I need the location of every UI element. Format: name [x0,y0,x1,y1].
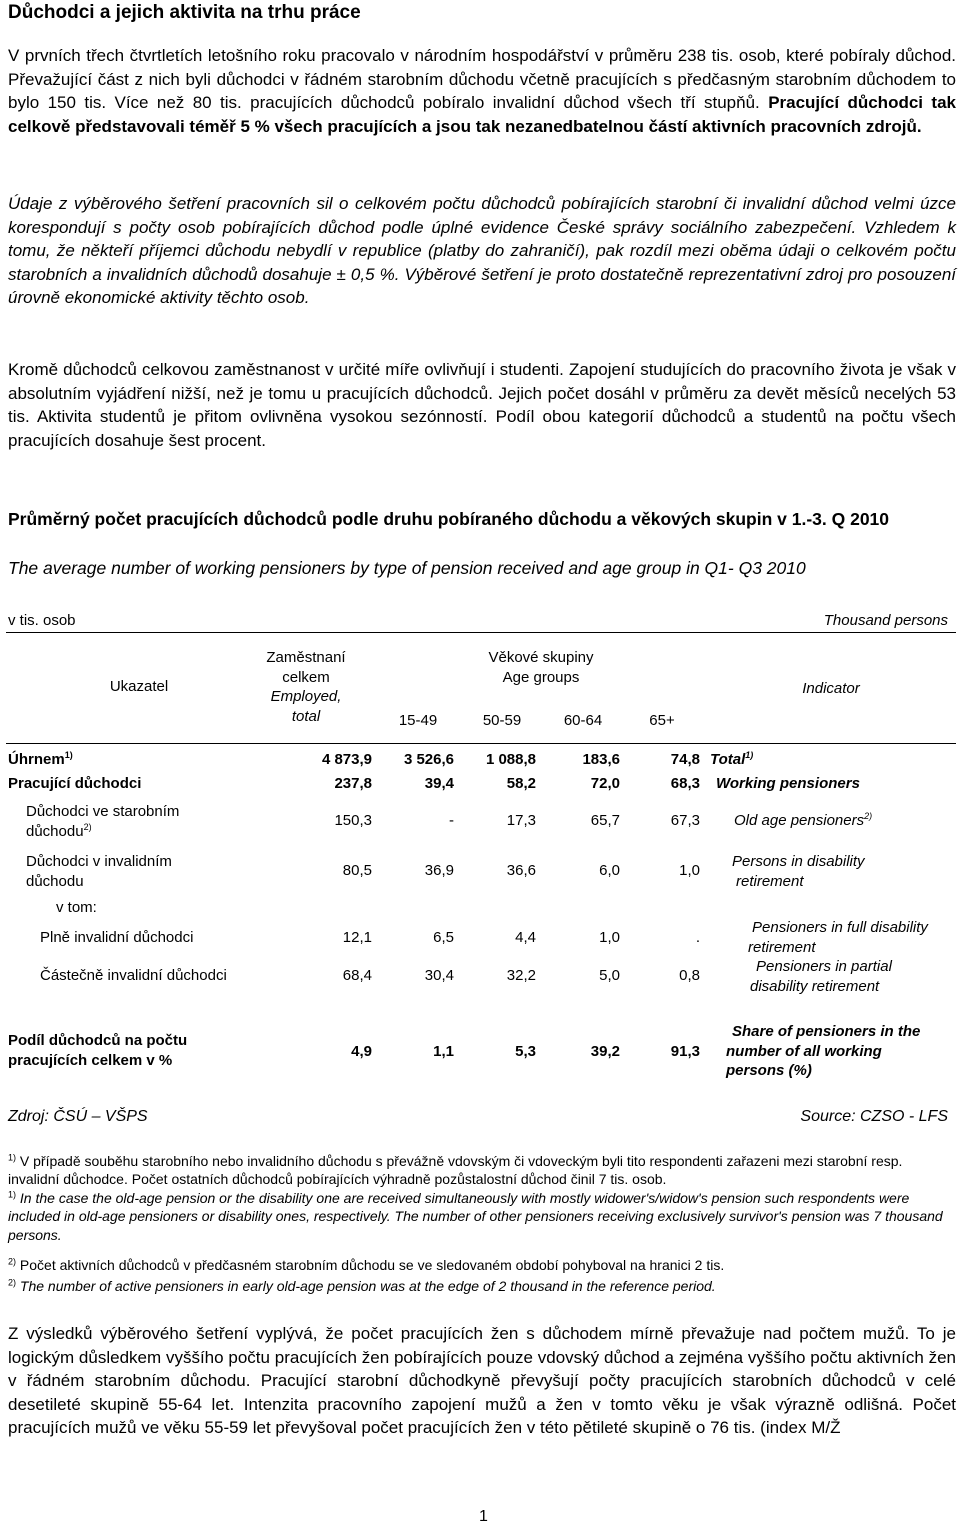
header-age-50-59: 50-59 [482,712,522,729]
row-disability-en: Persons in disability retirement [732,853,865,890]
row-disability-a1: 36,9 [424,862,454,879]
row-share-label: Podíl důchodců na počtu pracujících celkem v % [8,1032,188,1069]
row-disability-a2: 36,6 [506,862,536,879]
row-total-a3: 183,6 [582,751,620,768]
row-oldage-a4: 67,3 [670,812,700,829]
intro-text: V prvních třech čtvrtletích letošního roku pracovalo v národním hospodářství v průměru 238 tis. osob, které pobíraly důchod. Převažující část z nich byli důchodci v řádném starobním důchodu včetně pracujících s předčasným starobním důchodem to bylo 150 tis. Více než 80 tis. pracujících důchodců pobíralo invalidní důchod všech tří stupňů. [8,46,956,113]
row-working-label: Pracující důchodci [8,775,142,792]
row-share-employed: 4,9 [351,1043,372,1060]
row-working-en: Working pensioners [716,775,860,792]
header-indicator: Indicator [802,680,860,697]
row-disability-label: Důchodci v invalidním důchodu [26,853,172,890]
footnote-1-en: $^{1)}$ In the case the old-age pension or the disability one are received simultaneously with mostly widower's/widow's pension such respondents were included in old-age pensioners or disability ones, respectively. The number of other pensioners receiving exclusively survivor's pension was 7 thousand persons. [8,1189,943,1243]
row-full-disability-employed: 12,1 [342,929,372,946]
source-en: Source: CZSO - LFS [800,1108,948,1125]
row-full-disability-label: Plně invalidní důchodci [40,929,194,946]
row-total-en: Total$^{1)}$ [710,750,754,768]
unit-label-cz: v tis. osob [8,612,76,629]
row-working-a2: 58,2 [506,775,536,792]
row-share-a3: 39,2 [590,1043,620,1060]
unit-label-en: Thousand persons [823,612,948,629]
row-total-employed: 4 873,9 [321,751,372,768]
table-title-cz: Průměrný počet pracujících důchodců podle druhu pobíraného důchodu a věkových skupin v 1.-3. Q 2010 [8,509,890,529]
row-disability-employed: 80,5 [342,862,372,879]
gender-paragraph: Z výsledků výběrového šetření vyplývá, že počet pracujících žen s důchodem mírně převažuje nad počtem mužů. To je logickým důsledkem vyššího počtu pracujících žen pobírajících pouze vdovský důchod a zejména vyššího počtu aktivních žen v řádném starobním důchodu. Pracující starobní důchodkyně převyšují počty pracujících starobních důchodců v celé desetileté skupině 55-64 let. Intenzita pracovního zapojení mužů a žen v tomto věku je však výrazně odlišná. Počet pracujících mužů ve věku 55-59 let převyšoval počet pracujících žen v této pětileté skupině o 76 tis. (index M/Ž [8,1324,956,1438]
students-paragraph: Kromě důchodců celkovou zaměstnanost v určité míře ovlivňují i studenti. Zapojení studujících do pracovního života je však v absolutním vyjádření nižší, než je tomu u pracujících důchodců. Jejich počet dosáhl v průměru za devět měsíců necelých 53 tis. Aktivita studentů je přitom ovlivněna vysokou sezónností. Podíl obou kategorií důchodců a studentů na počtu všech pracujících dosahuje šest procent. [8,360,956,450]
row-share-en: Share of pensioners in the number of all working persons (%) [726,1023,921,1079]
row-partial-disability-a1: 30,4 [424,967,454,984]
row-working-a1: 39,4 [424,775,454,792]
row-oldage-en: Old age pensioners$^{2)}$ [734,811,873,829]
row-full-disability-a4: . [695,929,700,946]
row-disability-a3: 6,0 [599,862,620,879]
row-total-a2: 1 088,8 [485,751,536,768]
section-heading: Důchodci a jejich aktivita na trhu práce [8,2,361,23]
row-disability-a4: 1,0 [679,862,700,879]
row-of-which-label: v tom: [56,899,97,916]
row-oldage-employed: 150,3 [334,812,372,829]
intro-bold-text: Pracující důchodci tak celkově představovali téměř 5 % všech pracujících a jsou tak nezanedbatelnou částí aktivních pracovních zdrojů. [8,93,956,136]
row-share-a1: 1,1 [433,1043,454,1060]
row-oldage-label: Důchodci ve starobním důchodu$^{2)}$ [26,803,180,840]
row-total-a4: 74,8 [670,751,700,768]
header-age-60-64: 60-64 [563,712,603,729]
row-partial-disability-a4: 0,8 [679,967,700,984]
header-age-groups: Věkové skupiny Age groups [488,649,594,686]
row-working-employed: 237,8 [334,775,372,792]
footnote-2-en: $^{2)}$ The number of active pensioners in early old-age pension was at the edge of 2 thousand in the reference period. [8,1277,716,1294]
table-title-en: The average number of working pensioners by type of pension received and age group in Q1- Q3 2010 [8,558,806,578]
row-partial-disability-a2: 32,2 [506,967,536,984]
footnote-2-cz: $^{2)}$ Počet aktivních důchodců v předčasném starobním důchodu se ve sledovaném období pohyboval na hranici 2 tis. [8,1256,725,1273]
row-working-a4: 68,3 [670,775,700,792]
page-number: 1 [479,1508,488,1525]
row-full-disability-a1: 6,5 [433,929,454,946]
row-oldage-a3: 65,7 [590,812,620,829]
row-total-label: Úhrnem$^{1)}$ [8,750,73,768]
survey-note-paragraph: Údaje z výběrového šetření pracovních sil o celkovém počtu důchodců pobírajících starobní či invalidní důchod velmi úzce korespondují s počty osob pobírajících důchod podle úplné evidence České správy sociálního zabezpečení. Vzhledem k tomu, že někteří příjemci důchodu nebydlí v republice (platby do zahraničí), pak rozdíl mezi oběma údaji o celkovém počtu starobních a invalidních důchodů dosahuje ± 0,5 %. Výběrové šetření je proto dostatečně reprezentativní zdroj pro posouzení úrovně ekonomické aktivity těchto osob. [8,194,956,308]
intro-paragraph [8,44,956,138]
row-full-disability-a2: 4,4 [515,929,536,946]
source-cz: Zdroj: ČSÚ – VŠPS [8,1108,148,1125]
row-partial-disability-a3: 5,0 [599,967,620,984]
row-full-disability-a3: 1,0 [599,929,620,946]
table-top-rule [6,632,956,633]
row-partial-disability-employed: 68,4 [342,967,372,984]
row-partial-disability-label: Částečně invalidní důchodci [40,967,227,984]
table-header-rule [6,743,956,744]
row-share-a4: 91,3 [670,1043,700,1060]
header-age-15-49: 15-49 [398,712,438,729]
row-oldage-a1: - [449,812,454,829]
header-ukazatel: Ukazatel [109,678,169,695]
header-employed: Zaměstnaní celkem Employed, total [266,649,346,725]
footnote-1-cz: $^{1)}$ V případě souběhu starobního nebo invalidního důchodu s převážně vdovským či vdoveckým byli tito respondenti zařazeni mezi starobní resp. invalidní důchodce. Počet ostatních důchodců pobírajících výhradně pozůstalostní důchod činil 7 tis. osob. [8,1152,903,1188]
row-total-a1: 3 526,6 [403,751,454,768]
header-age-65plus: 65+ [649,712,675,729]
row-partial-disability-en: Pensioners in partial disability retirement [750,958,892,995]
row-working-a3: 72,0 [590,775,620,792]
row-share-a2: 5,3 [515,1043,536,1060]
row-oldage-a2: 17,3 [506,812,536,829]
row-full-disability-en: Pensioners in full disability retirement [748,919,928,956]
